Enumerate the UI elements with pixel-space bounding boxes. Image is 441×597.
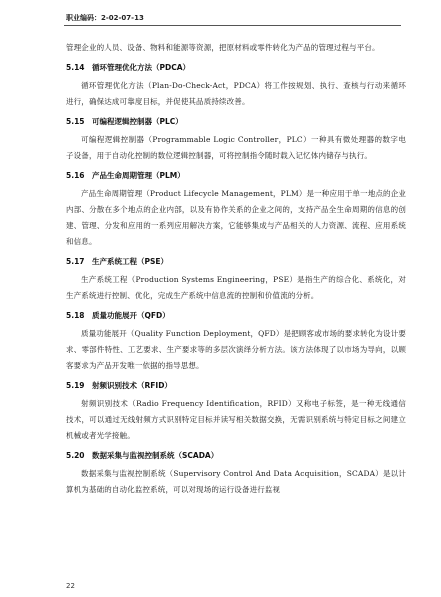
section-number: 5.19 [66,381,85,390]
section-heading [66,447,406,464]
section-number: 5.17 [66,257,85,266]
section-title: 质量功能展开（QFD） [92,311,170,320]
section-body: 射频识别技术（Radio Frequency Identification，RFID）又称电子标签，是一种无线通信技术，可以通过无线射频方式识别特定目标并读写相关数据交换，无需识别系统与特定目标之间建立机械或者光学接触。 [66,399,406,440]
intro-paragraph: 管理企业的人员、设备、物料和能源等资源，把原材料或零件转化为产品的管理过程与平台。 [66,43,380,52]
section-title: 射频识别技术（RFID） [92,381,172,390]
section-heading [66,377,406,394]
page-number: 22 [66,582,75,590]
section-5-18 [66,307,406,374]
occupation-code-header: 职业编码：2-02-07-13 [66,14,144,22]
section-title: 可编程逻辑控制器（PLC） [92,117,183,126]
section-body: 数据采集与监视控制系统（Supervisory Control And Data Acquisition，SCADA）是以计算机为基础的自动化监控系统，可以对现场的运行设备进行监视 [66,469,406,494]
section-number: 5.14 [66,63,85,72]
section-heading [66,167,406,184]
section-heading [66,113,406,130]
page-content [66,40,406,498]
section-body: 产品生命周期管理（Product Lifecycle Management，PLM）是一种应用于单一地点的企业内部、分散在多个地点的企业内部，以及有协作关系的企业之间的，支持产品全生命周期的信息的创建、管理、分发和应用的一系列应用解决方案，它能够集成与产品相关的人力资源、流程、应用系统和信息。 [66,189,406,246]
section-body: 可编程逻辑控制器（Programmable Logic Controller，PLC）一种具有微处理器的数字电子设备，用于自动化控制的数位逻辑控制器，可将控制指令随时载入记忆体内储存与执行。 [66,135,406,160]
section-5-15 [66,113,406,164]
section-body: 循环管理优化方法（Plan-Do-Check-Act，PDCA）将工作按规划、执行、查核与行动来循环进行，确保达成可靠度目标，并促使其品质持续改善。 [66,81,406,106]
section-title: 数据采集与监视控制系统（SCADA） [92,451,219,460]
section-heading [66,59,406,76]
section-heading [66,307,406,324]
section-body: 生产系统工程（Production Systems Engineering，PSE）是指生产的综合化、系统化，对生产系统进行控制、优化，完成生产系统中信息流的控制和价值流的分析。 [66,275,406,300]
section-5-20 [66,447,406,498]
section-title: 生产系统工程（PSE） [92,257,169,266]
section-heading [66,253,406,270]
section-5-19 [66,377,406,444]
section-body: 质量功能展开（Quality Function Deployment，QFD）是把顾客或市场的要求转化为设计要求、零部件特性、工艺要求、生产要求等的多层次演绎分析方法。该方法体现了以市场为导向，以顾客要求为产品开发唯一依据的指导思想。 [66,329,407,370]
section-5-16 [66,167,406,250]
section-5-17 [66,253,406,304]
section-number: 5.20 [66,451,85,460]
header-divider [64,25,401,26]
section-title: 产品生命周期管理（PLM） [92,171,185,180]
section-5-14 [66,59,406,110]
section-number: 5.15 [66,117,85,126]
section-title: 循环管理优化方法（PDCA） [92,63,191,72]
section-number: 5.16 [66,171,85,180]
section-number: 5.18 [66,311,85,320]
